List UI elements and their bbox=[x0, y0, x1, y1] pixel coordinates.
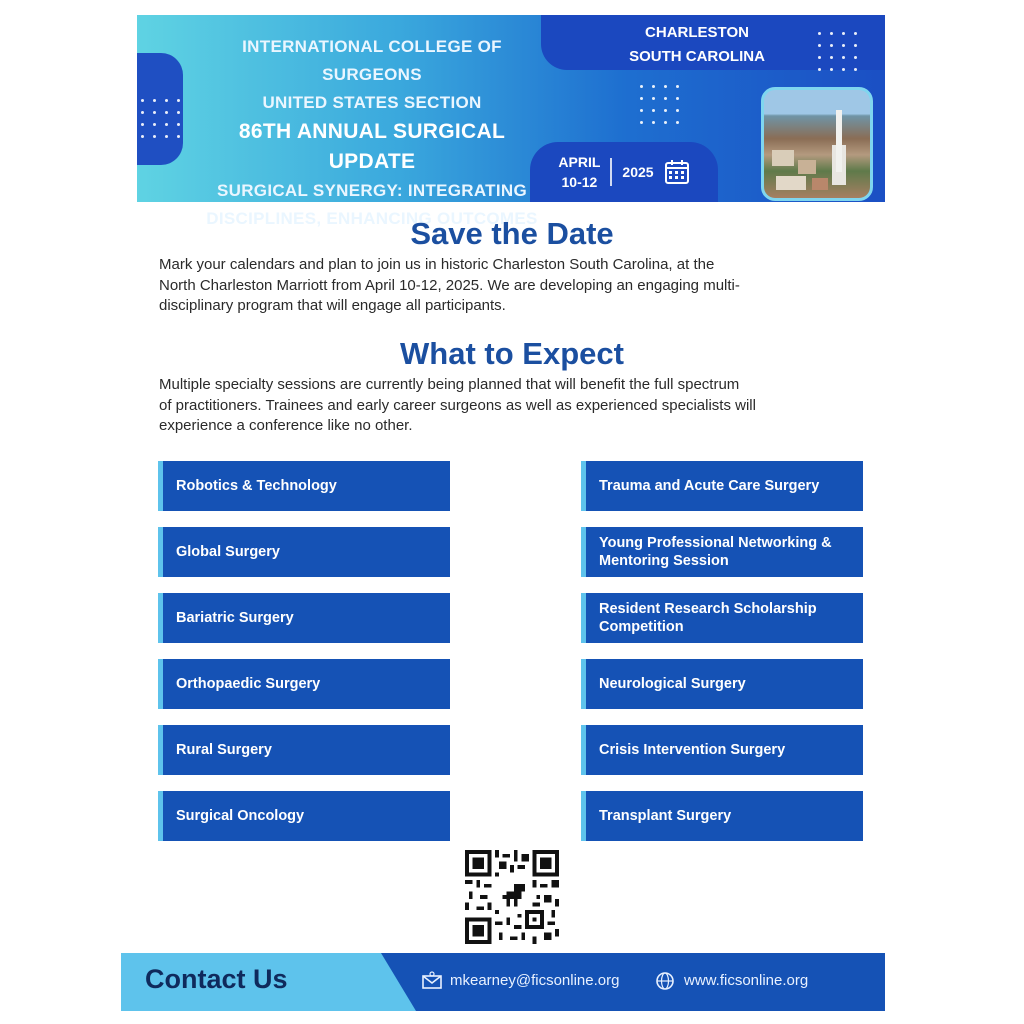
event-days: 10-12 bbox=[561, 174, 598, 190]
charleston-photo bbox=[761, 87, 873, 201]
date-divider bbox=[610, 158, 612, 186]
banner-dot-pattern bbox=[818, 32, 857, 71]
city-name: CHARLESTON bbox=[645, 24, 749, 41]
org-name: INTERNATIONAL COLLEGE OF SURGEONS bbox=[242, 37, 502, 84]
paragraph-line: experience a conference like no other. bbox=[159, 417, 413, 434]
event-year: 2025 bbox=[622, 164, 654, 180]
event-theme-line2: DISCIPLINES, ENHANCING OUTCOMES bbox=[206, 209, 538, 228]
header-banner bbox=[137, 15, 885, 228]
paragraph-line: Multiple specialty sessions are currently being planned that will benefit the full spectrum bbox=[159, 376, 740, 393]
session-label: Young Professional Networking & bbox=[599, 535, 832, 551]
paragraph-line: Mark your calendars and plan to join us in historic Charleston South Carolina, at the bbox=[159, 256, 715, 273]
event-location bbox=[582, 21, 812, 69]
org-section: UNITED STATES SECTION bbox=[262, 93, 482, 112]
session-label: Resident Research Scholarship bbox=[599, 601, 817, 617]
session-orthopaedic-surgery bbox=[158, 659, 450, 709]
session-rural-surgery bbox=[158, 725, 450, 775]
session-crisis-intervention bbox=[581, 725, 863, 775]
save-the-date-heading: Save the Date bbox=[410, 216, 614, 251]
session-robotics-technology bbox=[158, 461, 450, 511]
session-neurological-surgery bbox=[581, 659, 863, 709]
website-link[interactable]: www.ficsonline.org bbox=[684, 972, 809, 989]
globe-icon bbox=[654, 970, 676, 992]
session-label: Transplant Surgery bbox=[599, 808, 732, 824]
session-label: Surgical Oncology bbox=[176, 808, 305, 824]
what-to-expect-text bbox=[159, 375, 869, 437]
session-label: Crisis Intervention Surgery bbox=[599, 742, 786, 758]
session-trauma-acute-care bbox=[581, 461, 863, 511]
session-label: Mentoring Session bbox=[599, 553, 729, 569]
event-title-block bbox=[197, 33, 547, 233]
contact-footer bbox=[121, 953, 885, 1011]
paragraph-line: disciplinary program that will engage all participants. bbox=[159, 297, 506, 314]
session-label: Orthopaedic Surgery bbox=[176, 676, 321, 692]
session-label: Competition bbox=[599, 619, 684, 635]
email-link[interactable]: mkearney@ficsonline.org bbox=[450, 972, 620, 989]
event-title: 86TH ANNUAL SURGICAL UPDATE bbox=[238, 120, 506, 173]
session-resident-research-scholarship bbox=[581, 593, 863, 643]
event-month-days bbox=[558, 152, 600, 192]
save-the-date-text bbox=[159, 255, 869, 317]
event-date-pill bbox=[530, 142, 718, 202]
paragraph-line: of practitioners. Trainees and early career surgeons as well as experienced specialists will bbox=[159, 396, 756, 414]
session-label: Bariatric Surgery bbox=[176, 610, 294, 626]
session-label: Global Surgery bbox=[176, 544, 280, 560]
banner-dot-pattern bbox=[640, 85, 679, 124]
calendar-icon bbox=[664, 159, 690, 185]
state-name: SOUTH CAROLINA bbox=[629, 48, 765, 65]
session-bariatric-surgery bbox=[158, 593, 450, 643]
event-theme-line1: SURGICAL SYNERGY: INTEGRATING bbox=[217, 181, 527, 200]
paragraph-line: North Charleston Marriott from April 10-12, 2025. We are developing an engaging multi- bbox=[159, 276, 740, 294]
event-month: APRIL bbox=[558, 154, 601, 170]
envelope-icon bbox=[421, 970, 443, 992]
session-global-surgery bbox=[158, 527, 450, 577]
session-transplant-surgery bbox=[581, 791, 863, 841]
session-surgical-oncology bbox=[158, 791, 450, 841]
session-label: Neurological Surgery bbox=[599, 676, 746, 692]
session-label: Trauma and Acute Care Surgery bbox=[599, 478, 820, 494]
contact-heading: Contact Us bbox=[145, 964, 288, 994]
session-label: Robotics & Technology bbox=[176, 478, 337, 494]
qr-code[interactable] bbox=[465, 850, 559, 944]
banner-dot-pattern bbox=[141, 99, 180, 138]
session-label: Rural Surgery bbox=[176, 742, 272, 758]
what-to-expect-heading: What to Expect bbox=[400, 336, 624, 371]
session-young-professional-networking bbox=[581, 527, 863, 577]
